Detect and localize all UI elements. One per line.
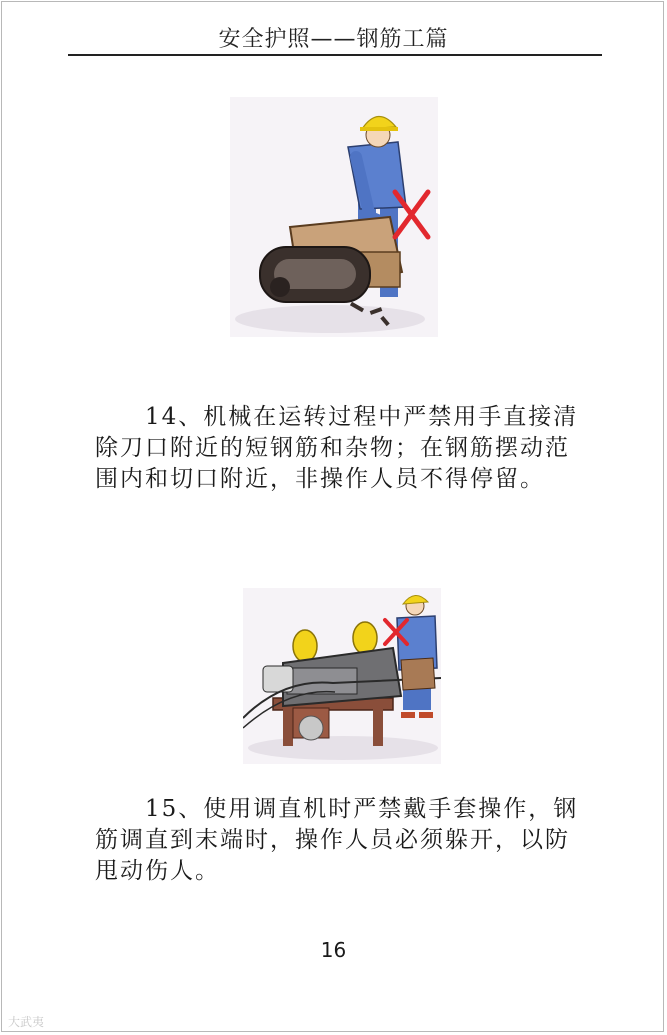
section-15-text: 15、使用调直机时严禁戴手套操作，钢筋调直到末端时，操作人员必须躲开，以防甩动伤人。 [95, 796, 579, 884]
watermark: 大武夷 [8, 1015, 45, 1029]
title-rule [68, 54, 602, 56]
forbidden-x-icon [395, 192, 428, 237]
section-14-text: 14、机械在运转过程中严禁用手直接清除刀口附近的短钢筋和杂物；在钢筋摆动范围内和切口附近，非操作人员不得停留。 [95, 404, 579, 492]
page-number: 16 [320, 938, 347, 962]
page-title: 安全护照——钢筋工篇 [218, 27, 449, 52]
illustration-cutter [230, 97, 438, 337]
illustration-straightener [243, 588, 441, 764]
